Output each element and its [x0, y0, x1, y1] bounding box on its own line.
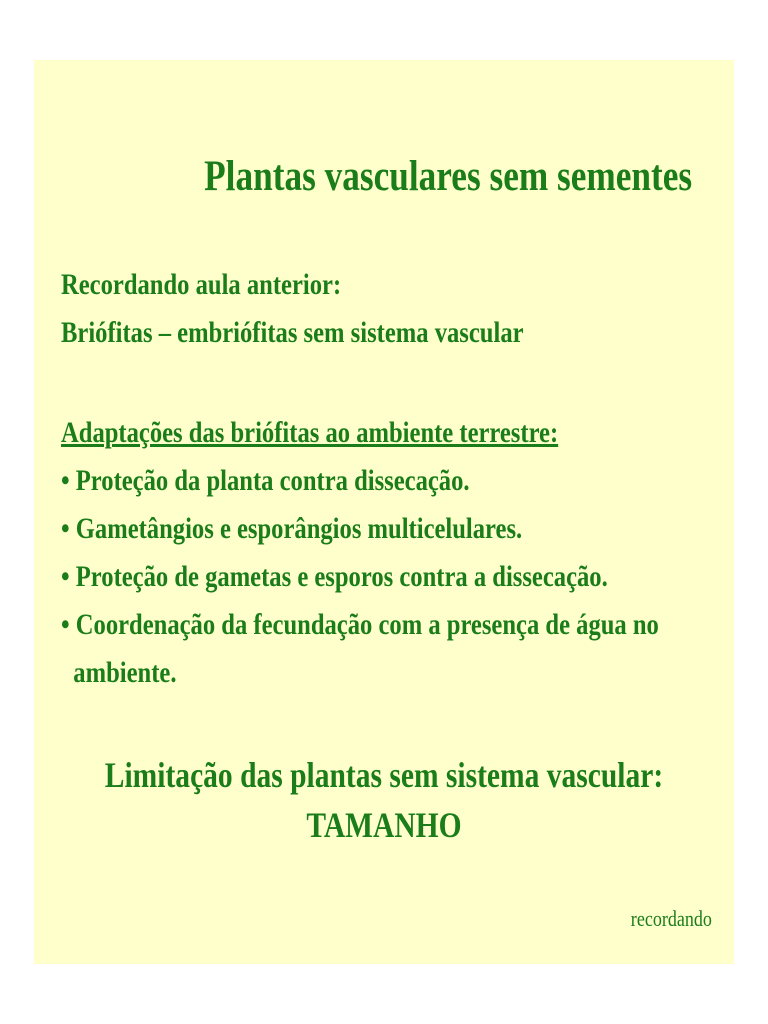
- slide: [34, 60, 734, 964]
- limitation-line-2: TAMANHO: [306, 805, 462, 845]
- footer-note: recordando: [630, 906, 712, 931]
- list-item: • Coordenação da fecundação com a presença de água no: [61, 608, 659, 641]
- recap-line-1: Recordando aula anterior:: [61, 268, 342, 301]
- adaptations-block: [61, 409, 659, 697]
- slide-title: Plantas vasculares sem sementes: [203, 153, 692, 200]
- list-item-continuation: ambiente.: [73, 656, 177, 689]
- recap-block: [61, 261, 524, 357]
- list-item: • Gametângios e esporângios multicelulares.: [61, 512, 523, 545]
- adaptations-heading: Adaptações das briófitas ao ambiente terrestre:: [61, 416, 559, 449]
- list-item: • Proteção de gametas e esporos contra a dissecação.: [61, 560, 608, 593]
- limitation-line-1: Limitação das plantas sem sistema vascular:: [104, 755, 664, 795]
- list-item: • Proteção da planta contra dissecação.: [61, 464, 470, 497]
- limitation-block: [34, 750, 734, 850]
- recap-line-2: Briófitas – embriófitas sem sistema vascular: [61, 316, 524, 349]
